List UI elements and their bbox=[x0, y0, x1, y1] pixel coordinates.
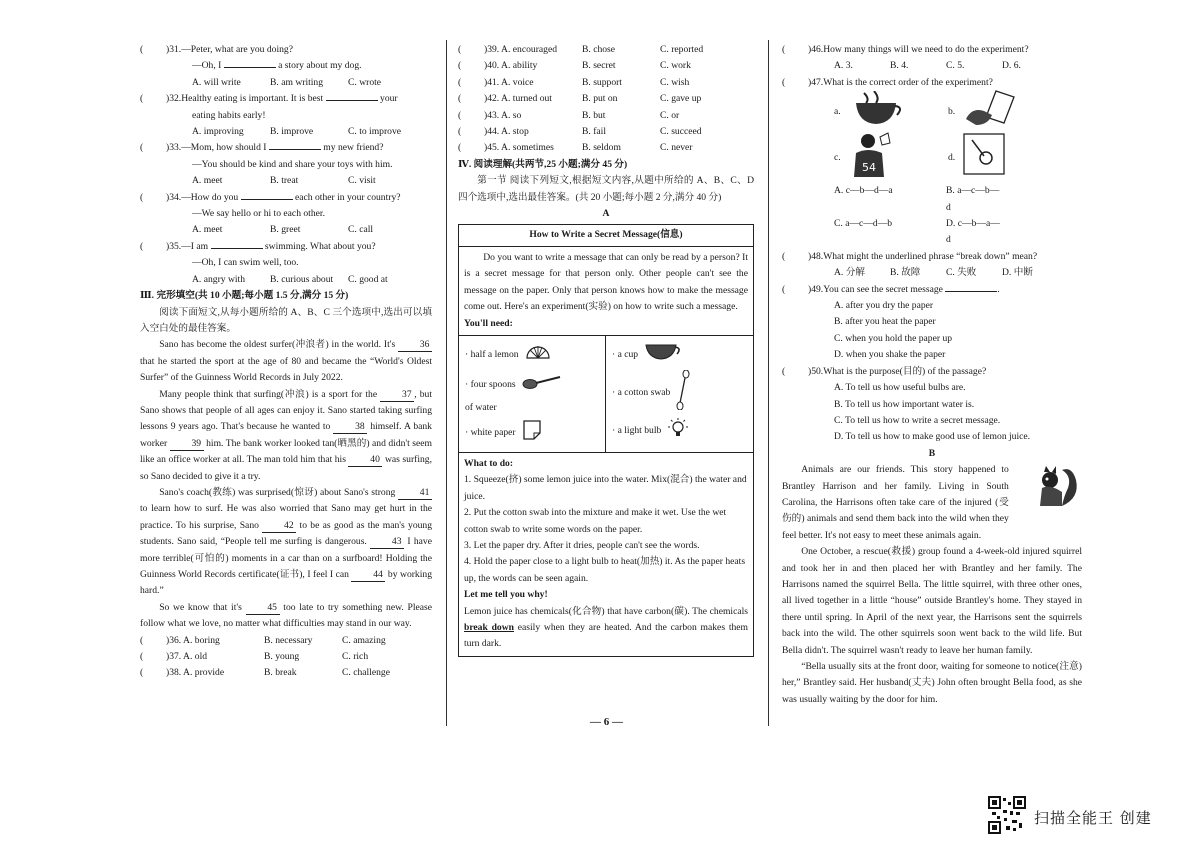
why-text: Lemon juice has chemicals(化合物) that have carbon(碳). The chemicals break down easily when they are heated. And the carbon makes them turn dark. bbox=[464, 605, 749, 650]
materials-grid bbox=[459, 335, 753, 453]
option-b[interactable]: B. put on bbox=[582, 93, 618, 105]
option-a[interactable]: A. meet bbox=[192, 224, 223, 236]
light-bulb-icon bbox=[667, 417, 689, 445]
option-c[interactable]: C. 失败 bbox=[946, 267, 977, 279]
answer-paren[interactable]: ( bbox=[782, 250, 786, 262]
cloze-option-row: ( )37. A. old B. young C. rich bbox=[140, 649, 432, 665]
picture-label: d. bbox=[948, 152, 956, 164]
option-b[interactable]: B. fail bbox=[582, 126, 606, 138]
section-instructions: 阅读下面短文,从每小题所给的 A、B、C 三个选项中,选出可以填入空白处的最佳答案。 bbox=[140, 306, 432, 334]
option-c[interactable]: C. wrote bbox=[348, 76, 382, 88]
option-a[interactable]: )45. A. sometimes bbox=[484, 142, 554, 154]
answer-blank[interactable] bbox=[945, 291, 997, 292]
question-49: ( )49.You can see the secret message . bbox=[782, 282, 1082, 298]
column-left bbox=[140, 42, 432, 682]
materials-right bbox=[606, 336, 753, 452]
option-b[interactable]: B. chose bbox=[582, 44, 616, 55]
column-right bbox=[782, 42, 1082, 708]
picture-row bbox=[782, 91, 1082, 133]
options bbox=[782, 58, 1082, 74]
option-a[interactable]: )43. A. so bbox=[484, 109, 522, 121]
option-b[interactable]: B. a—c—b—d bbox=[946, 185, 1000, 213]
options bbox=[140, 222, 432, 238]
cloze-option-row: ( )44. A. stop B. fail C. succeed bbox=[458, 124, 754, 140]
option-c[interactable]: C. amazing bbox=[342, 634, 386, 646]
option-b[interactable]: B. 4. bbox=[890, 60, 909, 72]
option-b[interactable]: B. treat bbox=[270, 175, 299, 187]
material-item: of water bbox=[465, 401, 497, 413]
option-a[interactable]: A. will write bbox=[192, 76, 241, 88]
todo-label: What to do: bbox=[464, 457, 514, 469]
answer-paren[interactable]: ( bbox=[782, 283, 786, 295]
need-label: You'll need: bbox=[464, 317, 513, 329]
option-c[interactable]: C. succeed bbox=[660, 126, 702, 138]
blank-41[interactable]: 41 bbox=[398, 486, 432, 500]
section-title: Ⅳ. 阅读理解(共两节,25 小题;满分 45 分) bbox=[458, 158, 628, 170]
answer-blank[interactable] bbox=[269, 149, 321, 150]
blank-36[interactable]: 36 bbox=[398, 338, 432, 352]
option-b[interactable]: B. after you heat the paper bbox=[834, 316, 936, 328]
cloze-option-row: ( )41. A. voice B. support C. wish bbox=[458, 75, 754, 91]
option-a[interactable]: A. improving bbox=[192, 126, 244, 138]
materials-left bbox=[459, 336, 606, 452]
question-34: ( )34.—How do you each other in your country? bbox=[140, 190, 432, 206]
spoon-icon bbox=[522, 374, 562, 396]
option-a[interactable]: A. 分解 bbox=[834, 267, 865, 279]
answer-paren[interactable]: ( bbox=[782, 44, 786, 55]
section-title: Ⅲ. 完形填空(共 10 小题;每小题 1.5 分,满分 15 分) bbox=[140, 290, 349, 302]
watermark-text: 扫描全能王 创建 bbox=[1034, 809, 1152, 827]
question-48: ( )48.What might the underlined phrase “break down” mean? bbox=[782, 249, 1082, 265]
svg-text:54: 54 bbox=[862, 161, 876, 175]
blank-37[interactable]: 37 bbox=[380, 388, 414, 402]
option-a[interactable]: )39. A. encouraged bbox=[484, 44, 557, 55]
question-line: —We say hello or hi to each other. bbox=[192, 208, 325, 220]
paper-icon bbox=[522, 419, 542, 447]
passage-b-paragraph-1: Animals are our friends. This story happened to Brantley Harrison and her family. Living in South Carolina, the Harrisons often take care of the injured (受伤的) animals and send them back into the wild when they feel better. It's not easy to meet these animals again. bbox=[782, 462, 1082, 544]
option-c[interactable]: C. call bbox=[348, 224, 374, 236]
answer-paren[interactable]: ( bbox=[782, 365, 786, 377]
option-b[interactable]: B. young bbox=[264, 651, 300, 663]
cup-pour-picture bbox=[848, 91, 948, 133]
option-a[interactable]: A. meet bbox=[192, 175, 223, 187]
material-item: · half a lemon bbox=[465, 348, 519, 360]
section-instructions: 第一节 阅读下列短文,根据短文内容,从题中所给的 A、B、C、D 四个选项中,选出最佳答案。(共 20 小题;每小题 2 分,满分 40 分) bbox=[458, 175, 754, 203]
blank-44[interactable]: 44 bbox=[351, 568, 385, 582]
material-item: · four spoons bbox=[465, 378, 516, 390]
material-item: · white paper bbox=[465, 426, 516, 438]
scanner-watermark bbox=[988, 796, 1152, 839]
option-c[interactable]: C. never bbox=[660, 142, 693, 154]
option-a[interactable]: )42. A. turned out bbox=[484, 93, 552, 105]
picture-row bbox=[782, 133, 1082, 183]
options bbox=[782, 183, 1082, 216]
option-c[interactable]: C. or bbox=[660, 109, 680, 121]
option-a[interactable]: )44. A. stop bbox=[484, 126, 529, 138]
option-d[interactable]: D. c—b—a—d bbox=[946, 218, 1000, 246]
option-c[interactable]: C. reported bbox=[660, 44, 704, 55]
material-item: · a cup bbox=[612, 348, 639, 360]
hand-writing-picture bbox=[962, 89, 1062, 135]
cloze-paragraph-4: So we know that it's 45 too late to try something new. Please follow what we love, no matter what difficulties may stand in our way. bbox=[140, 601, 432, 630]
cloze-paragraph-3: Sano's coach(教练) was surprised(惊讶) about Sano's strong 41 to learn how to surf. He was also worried that Sano may get hurt in the practice. To his surprise, Sano 42 to be as good as the man's young students. Sano said, “People tell me surfing is dangerous. 43 I have more terrible(可怕的) moments in a car than on a surfboard! Holding the Guinness World Records certificate(证书), I feel I can 44 by working hard.” bbox=[140, 486, 433, 597]
step-item: 2. Put the cotton swab into the mixture and make it wet. Use the wet cotton swab to write some words on the paper. bbox=[464, 507, 727, 535]
option-c[interactable]: C. work bbox=[660, 60, 691, 72]
option-c[interactable]: C. when you hold the paper up bbox=[834, 332, 953, 344]
question-number: )31. bbox=[166, 44, 182, 55]
blank-38[interactable]: 38 bbox=[333, 420, 367, 434]
option-a[interactable]: )37. A. old bbox=[166, 651, 208, 663]
box-title: How to Write a Secret Message(信息) bbox=[459, 225, 753, 246]
option-c[interactable]: C. challenge bbox=[342, 667, 390, 679]
option-b[interactable]: B. greet bbox=[270, 224, 301, 236]
cloze-option-row: ( )40. A. ability B. secret C. work bbox=[458, 58, 754, 74]
blank-39[interactable]: 39 bbox=[170, 437, 204, 451]
option-b[interactable]: B. 故障 bbox=[890, 267, 921, 279]
question-33: ( )33.—Mom, how should I my new friend? bbox=[140, 140, 432, 156]
picture-label: a. bbox=[834, 106, 841, 118]
answer-paren[interactable]: ( bbox=[140, 191, 144, 203]
material-item: · a light bulb bbox=[612, 424, 662, 436]
answer-blank[interactable] bbox=[211, 248, 263, 249]
picture-label: c. bbox=[834, 152, 841, 164]
player-picture bbox=[848, 131, 948, 185]
answer-blank[interactable] bbox=[224, 67, 276, 68]
question-line: —Oh, I can swim well, too. bbox=[192, 257, 299, 269]
option-a[interactable]: A. angry with bbox=[192, 273, 246, 285]
answer-paren[interactable]: ( bbox=[140, 240, 144, 252]
question-32: ( )32.Healthy eating is important. It is best your bbox=[140, 91, 432, 107]
option-b[interactable]: B. seldom bbox=[582, 142, 621, 154]
option-d[interactable]: D. when you shake the paper bbox=[834, 349, 946, 361]
question-35: ( )35.—I am swimming. What about you? bbox=[140, 239, 432, 255]
column-divider-2 bbox=[768, 40, 769, 726]
options bbox=[140, 124, 432, 140]
cloze-option-row: ( )39. A. encouraged B. chose C. reported bbox=[458, 42, 754, 58]
option-b[interactable]: B. curious about bbox=[270, 273, 334, 285]
options bbox=[140, 75, 432, 91]
answer-paren[interactable]: ( bbox=[140, 44, 144, 55]
options bbox=[140, 173, 432, 189]
question-46: ( )46.How many things will we need to do the experiment? bbox=[782, 42, 1082, 58]
cloze-option-row: ( )36. A. boring B. necessary C. amazing bbox=[140, 633, 432, 649]
passage-label: B bbox=[928, 447, 936, 459]
answer-paren[interactable]: ( bbox=[782, 76, 786, 88]
question-47: ( )47.What is the correct order of the experiment? bbox=[782, 75, 1082, 91]
option-d[interactable]: D. To tell us how to make good use of lemon juice. bbox=[834, 431, 1031, 443]
option-a[interactable]: A. To tell us how useful bulbs are. bbox=[834, 382, 966, 394]
question-line: eating habits early! bbox=[192, 109, 266, 121]
why-label: Let me tell you why! bbox=[464, 589, 548, 601]
box-intro: Do you want to write a message that can only be read by a person? It is a secret message for that person only. Other people can't see the message on the paper. Only that person knows how to make the message come out. Here's an experiment(实验) on how to write such a message. bbox=[464, 251, 748, 313]
blank-40[interactable]: 40 bbox=[348, 453, 382, 467]
cup-icon bbox=[644, 342, 684, 368]
step-item: 1. Squeeze(挤) some lemon juice into the water. Mix(混合) the water and juice. bbox=[464, 474, 747, 502]
picture-label: b. bbox=[948, 106, 956, 118]
option-c[interactable]: C. rich bbox=[342, 651, 369, 663]
squirrel-picture bbox=[1013, 462, 1082, 514]
cloze-option-row: ( )43. A. so B. but C. or bbox=[458, 108, 754, 124]
question-50: ( )50.What is the purpose(目的) of the passage? bbox=[782, 364, 1082, 380]
option-c[interactable]: C. good at bbox=[348, 273, 388, 285]
option-d[interactable]: D. 6. bbox=[1002, 60, 1021, 72]
option-a[interactable]: )36. A. boring bbox=[166, 634, 220, 646]
option-b[interactable]: B. secret bbox=[582, 60, 616, 72]
lemon-icon bbox=[525, 342, 551, 368]
blank-42[interactable]: 42 bbox=[262, 519, 296, 533]
option-c[interactable]: C. gave up bbox=[660, 93, 702, 105]
option-b[interactable]: B. am writing bbox=[270, 76, 324, 88]
option-c[interactable]: C. To tell us how to write a secret message. bbox=[834, 414, 1001, 426]
page-number: — 6 — bbox=[590, 716, 623, 728]
underlined-phrase: break down bbox=[464, 621, 514, 633]
option-a[interactable]: A. c—b—d—a bbox=[834, 185, 893, 197]
cloze-option-row: ( )38. A. provide B. break C. challenge bbox=[140, 665, 432, 681]
cloze-paragraph-2: Many people think that surfing(冲浪) is a sport for the 37 , but Sano shows that people of all ages can enjoy it. Sano started taking surfing lessons 9 years ago. That's because he wanted to 38 himself. A bank worker 39 him. The bank worker looked tan(晒黑的) and didn't seem like an office worker at all. The man told him that his 40 was surfing, so Sano decided to give it a try. bbox=[140, 388, 433, 482]
answer-blank[interactable] bbox=[241, 199, 293, 200]
question-line: —Oh, I a story about my dog. bbox=[192, 60, 362, 72]
option-b[interactable]: B. necessary bbox=[264, 634, 313, 646]
answer-blank[interactable] bbox=[326, 100, 378, 101]
option-c[interactable]: C. visit bbox=[348, 175, 376, 187]
option-a[interactable]: )41. A. voice bbox=[484, 76, 534, 88]
passage-label: A bbox=[602, 208, 610, 220]
material-item: · a cotton swab bbox=[612, 386, 671, 398]
option-c[interactable]: C. 5. bbox=[946, 60, 965, 72]
passage-b-paragraph-2: One October, a rescue(救援) group found a 4-week-old injured squirrel and took her in and then placed her with Brantley and her family. The Harrisons named the squirrel Bella. The little squirrel, with three other ones, all lived together in a little “house” outside Brantley's home. They stayed in there until spring. In April of the next year, the Harrisons sent the squirrels back into the wild. The other squirrels soon went back to the wild life. But Bella didn't. The squirrel wasn't ready to leave her human family. bbox=[782, 546, 1082, 656]
experiment-box bbox=[458, 224, 754, 656]
question-text: —Peter, what are you doing? bbox=[181, 44, 293, 55]
option-a[interactable]: )38. A. provide bbox=[166, 667, 225, 679]
column-divider-1 bbox=[446, 40, 447, 726]
cloze-option-row: ( )42. A. turned out B. put on C. gave up bbox=[458, 91, 754, 107]
option-d[interactable]: D. 中断 bbox=[1002, 267, 1033, 279]
question-31 bbox=[140, 42, 432, 58]
option-b[interactable]: B. support bbox=[582, 76, 622, 88]
swab-picture bbox=[962, 132, 1062, 184]
answer-paren[interactable]: ( bbox=[140, 142, 144, 154]
option-b[interactable]: B. improve bbox=[270, 126, 314, 138]
column-middle bbox=[458, 42, 754, 657]
options bbox=[140, 272, 432, 288]
blank-43[interactable]: 43 bbox=[370, 535, 404, 549]
option-c[interactable]: C. a—c—d—b bbox=[834, 218, 893, 230]
option-c[interactable]: C. to improve bbox=[348, 126, 402, 138]
option-a[interactable]: A. after you dry the paper bbox=[834, 300, 934, 312]
step-item: 3. Let the paper dry. After it dries, people can't see the words. bbox=[464, 539, 700, 551]
option-b[interactable]: B. To tell us how important water is. bbox=[834, 398, 975, 410]
blank-45[interactable]: 45 bbox=[246, 601, 280, 615]
option-b[interactable]: B. but bbox=[582, 109, 606, 121]
cloze-option-row: ( )45. A. sometimes B. seldom C. never bbox=[458, 140, 754, 156]
options bbox=[782, 265, 1082, 281]
qr-code-icon bbox=[988, 796, 1026, 839]
question-line: —You should be kind and share your toys with him. bbox=[192, 158, 393, 170]
options bbox=[782, 216, 1082, 249]
cloze-paragraph-1: Sano has become the oldest surfer(冲浪者) in the world. It's 36 that he started the sport at the age of 80 and became the “World's Oldest Surfer” of the Guinness World Records in July 2022. bbox=[140, 339, 432, 384]
option-a[interactable]: )40. A. ability bbox=[484, 60, 538, 72]
step-item: 4. Hold the paper close to a light bulb to heat(加热) it. As the paper heats up, the words can be seen again. bbox=[464, 556, 746, 584]
passage-b-paragraph-3: “Bella usually sits at the front door, waiting for someone to notice(注意) her,” Brantley said. Her husband(丈夫) John often brought Bella food, as she was usually waiting by the door for him. bbox=[782, 661, 1082, 705]
option-c[interactable]: C. wish bbox=[660, 76, 690, 88]
option-b[interactable]: B. break bbox=[264, 667, 297, 679]
option-a[interactable]: A. 3. bbox=[834, 60, 853, 72]
answer-paren[interactable]: ( bbox=[140, 93, 144, 105]
cotton-swab-icon bbox=[676, 370, 690, 416]
